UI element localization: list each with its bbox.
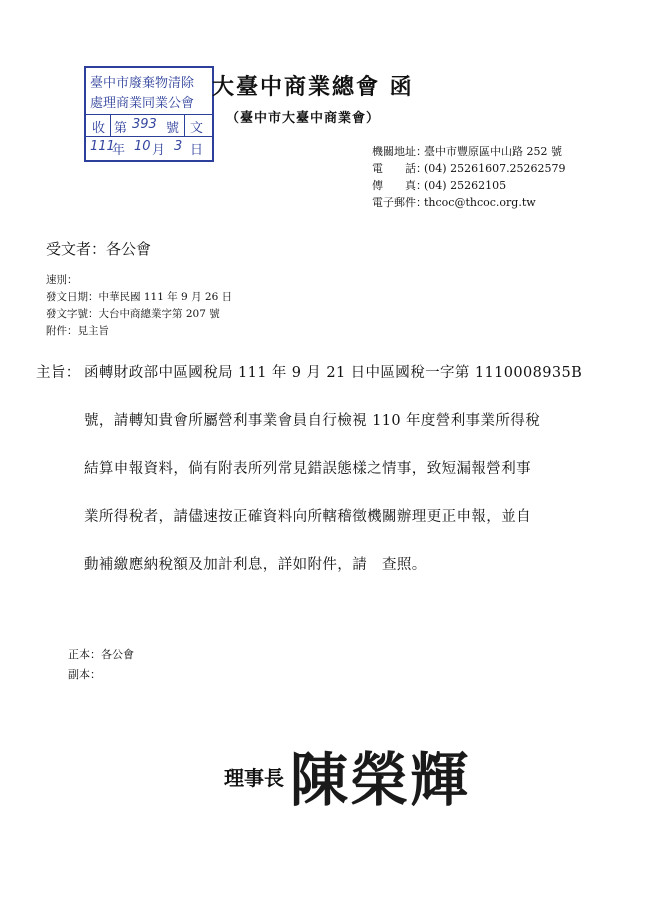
- speed-class: 速別：: [46, 274, 78, 286]
- receipt-stamp: [84, 66, 214, 162]
- fax-label: 傳 真：: [372, 179, 427, 192]
- phone-value: (04) 25261607.25262579: [424, 162, 566, 175]
- fax-line: [372, 177, 506, 193]
- subject-label: 主旨：: [36, 365, 81, 381]
- stamp-divider: [184, 115, 185, 137]
- signer-title: 理事長: [224, 766, 284, 790]
- signature-name: 陳榮輝: [290, 746, 471, 814]
- stamp-number-row: [86, 114, 212, 137]
- stamp-year-label: 年: [112, 143, 126, 158]
- stamp-number-prefix: 第: [114, 121, 128, 136]
- stamp-receipt-label: 收: [92, 121, 106, 136]
- attachment: 附件：見主旨: [46, 325, 109, 337]
- stamp-number: 393: [132, 117, 157, 132]
- subject-line: 業所得稅者，請儘速按正確資料向所轄稽徵機關辦理更正申報，並自: [84, 509, 531, 525]
- chairman-signature: [288, 738, 478, 818]
- stamp-day-label: 日: [190, 143, 204, 158]
- stamp-date-row: [86, 136, 212, 159]
- document-number: 發文字號：大台中商總業字第 207 號: [46, 308, 220, 320]
- issue-date: 發文日期：中華民國 111 年 9 月 26 日: [46, 291, 233, 303]
- email-value: thcoc@thcoc.org.tw: [424, 196, 536, 209]
- subject-line: 結算申報資料，倘有附表所列常見錯誤態樣之情事，致短漏報營利事: [84, 461, 531, 477]
- email-line: [372, 194, 536, 210]
- original-recipients: 正本：各公會: [68, 648, 134, 661]
- stamp-month: 10: [134, 139, 151, 154]
- stamp-org-line2: 處理商業同業公會: [90, 96, 195, 111]
- phone-label: 電 話：: [372, 162, 427, 175]
- stamp-divider: [110, 115, 111, 137]
- fax-value: (04) 25262105: [424, 179, 507, 192]
- address-label: 機關地址：: [372, 145, 427, 158]
- recipient: 受文者：各公會: [46, 240, 152, 258]
- subject-line: 函轉財政部中區國稅局 111 年 9 月 21 日中區國稅一字第 1110008935B: [84, 365, 583, 381]
- phone-line: [372, 160, 566, 176]
- address-line: [372, 143, 562, 159]
- stamp-doc-label: 文: [190, 121, 204, 136]
- subject-line: 號，請轉知貴會所屬營利事業會員自行檢視 110 年度營利事業所得稅: [84, 413, 541, 429]
- address-value: 臺中市豐原區中山路 252 號: [424, 145, 562, 158]
- email-label: 電子郵件：: [372, 196, 427, 209]
- subject-line: 動補繳應納稅額及加計利息，詳如附件，請 查照。: [84, 557, 427, 573]
- copy-recipients: 副本：: [68, 668, 101, 681]
- org-subtitle: （臺中市大臺中商業會）: [226, 111, 381, 126]
- stamp-month-label: 月: [152, 143, 166, 158]
- stamp-number-suffix: 號: [166, 121, 180, 136]
- stamp-day: 3: [174, 139, 183, 154]
- org-title: 大臺中商業總會 函: [212, 74, 414, 100]
- stamp-org-line1: 臺中市廢棄物清除: [90, 76, 195, 91]
- stamp-year: 111: [90, 139, 115, 154]
